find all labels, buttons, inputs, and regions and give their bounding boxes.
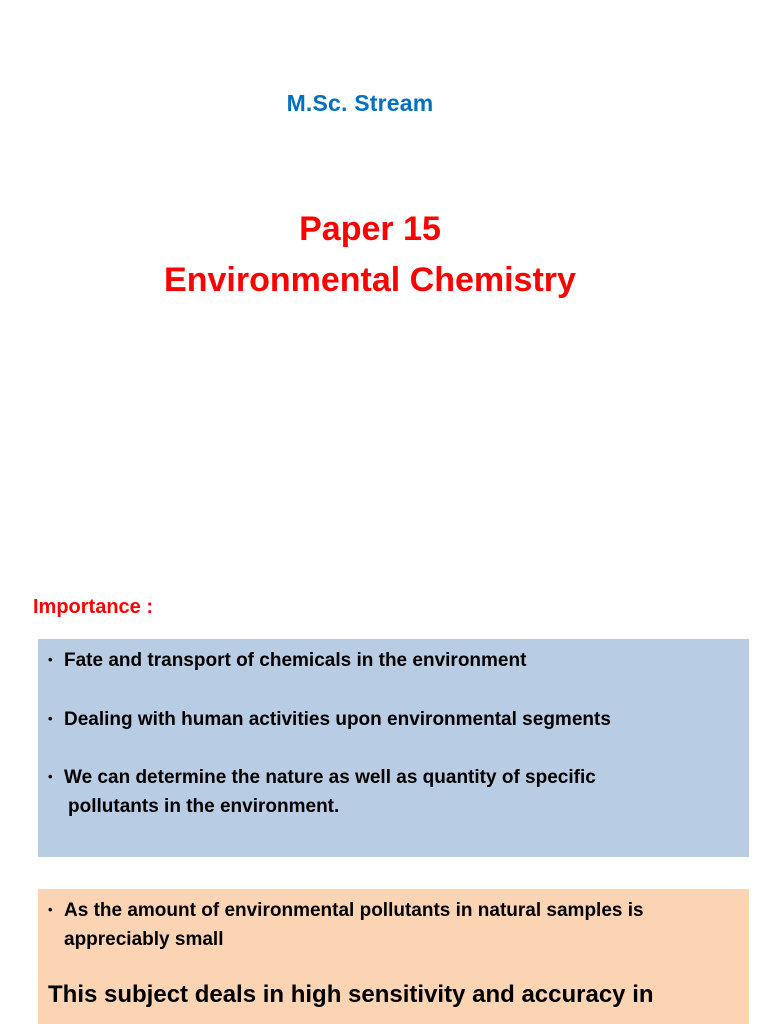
- stream-label: M.Sc. Stream: [286, 90, 434, 116]
- list-item: [48, 762, 596, 821]
- page-title: [0, 204, 740, 306]
- paper-number: Paper 15: [299, 210, 441, 248]
- list-item-text: As the amount of environmental pollutants in natural samples is: [64, 900, 644, 921]
- bullet-icon: •: [48, 711, 53, 726]
- emphasis-text: This subject deals in high sensitivity and accuracy in: [48, 981, 654, 1008]
- list-item: [48, 704, 611, 734]
- importance-box: [38, 639, 749, 857]
- list-item-text: Fate and transport of chemicals in the environment: [64, 650, 527, 671]
- list-item-text: Dealing with human activities upon environmental segments: [64, 709, 611, 730]
- bullet-icon: •: [48, 652, 53, 667]
- bullet-icon: •: [48, 902, 53, 917]
- list-item: [48, 645, 526, 675]
- list-item-text-continued: pollutants in the environment.: [68, 796, 340, 817]
- bullet-icon: •: [48, 769, 53, 784]
- list-item-text: We can determine the nature as well as quantity of specific: [64, 767, 596, 788]
- list-item-text-continued: appreciably small: [64, 929, 224, 950]
- list-item: [48, 895, 644, 954]
- subject-title: Environmental Chemistry: [164, 261, 576, 299]
- importance-heading: Importance :: [33, 596, 154, 618]
- note-box: [38, 889, 749, 1024]
